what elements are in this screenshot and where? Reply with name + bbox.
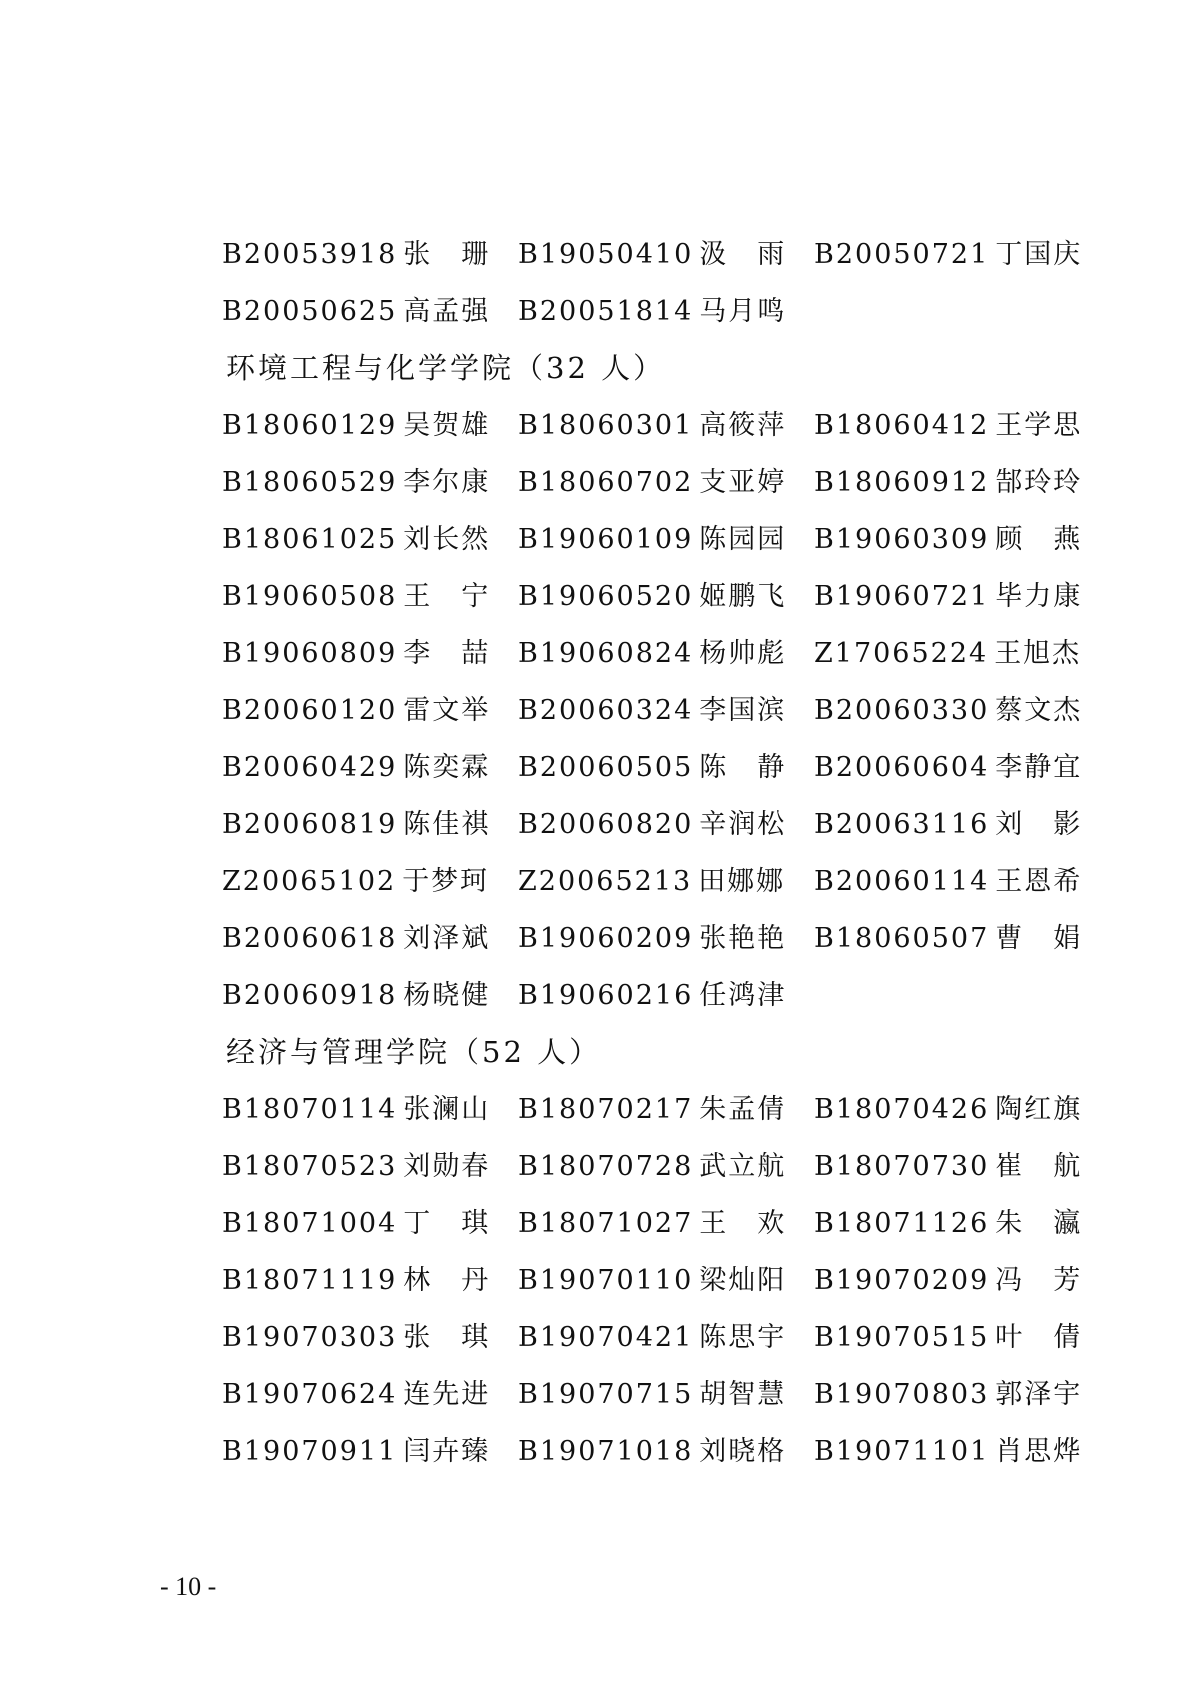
student-id: B19070624 (222, 1379, 398, 1410)
student-id: B19060508 (222, 581, 398, 612)
student-name: 王恩希 (995, 866, 1083, 897)
student-entry (518, 916, 786, 955)
student-entry (222, 517, 490, 556)
list-row (222, 1419, 1102, 1476)
student-entry (814, 802, 1082, 841)
student-name: 梁灿阳 (699, 1265, 787, 1296)
section-heading (222, 1020, 1102, 1077)
student-name: 雷文举 (403, 695, 491, 726)
list-row (222, 1134, 1102, 1191)
student-name: 武立航 (699, 1151, 787, 1182)
student-id: B19060309 (814, 524, 990, 555)
student-entry (222, 1144, 490, 1183)
student-entry (518, 1429, 786, 1468)
student-id: B20060120 (222, 695, 398, 726)
student-id: Z17065224 (814, 638, 989, 669)
student-entry (222, 403, 490, 442)
student-entry (222, 574, 490, 613)
student-entry (222, 232, 490, 271)
page-number: - 10 - (160, 1572, 217, 1601)
student-name: 任鸿津 (699, 980, 787, 1011)
student-id: B20060918 (222, 980, 398, 1011)
student-name: 刘勋春 (403, 1151, 491, 1182)
student-name: 高筱萍 (699, 410, 787, 441)
student-name: 汲 雨 (699, 239, 787, 270)
student-id: B18070728 (518, 1151, 694, 1182)
student-name: 吴贺雄 (403, 410, 491, 441)
list-row (222, 279, 1102, 336)
student-id: B19060824 (518, 638, 694, 669)
student-id: B18070114 (222, 1094, 398, 1125)
student-entry (814, 1144, 1082, 1183)
student-id: B18060529 (222, 467, 398, 498)
student-id: B18060507 (814, 923, 990, 954)
list-row (222, 1191, 1102, 1248)
student-entry (814, 688, 1082, 727)
student-name: 于梦珂 (402, 866, 490, 897)
student-id: B19070515 (814, 1322, 990, 1353)
list-row (222, 1077, 1102, 1134)
list-row (222, 564, 1102, 621)
student-entry (814, 1201, 1082, 1240)
student-entry (814, 859, 1082, 898)
list-row (222, 1248, 1102, 1305)
student-entry (518, 1087, 786, 1126)
student-name: 陈佳祺 (403, 809, 491, 840)
student-id: B18070730 (814, 1151, 990, 1182)
student-id: Z20065213 (518, 866, 693, 897)
list-row (222, 849, 1102, 906)
student-name: 崔 航 (995, 1151, 1083, 1182)
student-name: 陈思宇 (699, 1322, 787, 1353)
student-name: 刘长然 (403, 524, 491, 555)
student-entry (222, 460, 490, 499)
list-row (222, 222, 1102, 279)
student-name: 胡智慧 (699, 1379, 787, 1410)
student-id: B20060505 (518, 752, 694, 783)
student-entry (518, 460, 786, 499)
section-heading (222, 336, 1102, 393)
student-name: 王 欢 (699, 1208, 787, 1239)
student-name: 王 宁 (403, 581, 491, 612)
student-id: B18070523 (222, 1151, 398, 1182)
student-id: B20060618 (222, 923, 398, 954)
student-entry (222, 802, 490, 841)
student-entry (518, 1372, 786, 1411)
student-name: 陈 静 (699, 752, 787, 783)
student-entry (814, 517, 1082, 556)
student-entry (518, 1315, 786, 1354)
student-name: 王学思 (995, 410, 1083, 441)
section-heading-text: 经济与管理学院（52 人） (226, 1035, 602, 1069)
student-entry (222, 859, 489, 898)
list-row (222, 678, 1102, 735)
student-name: 支亚婷 (699, 467, 787, 498)
student-entry (814, 403, 1082, 442)
student-entry (222, 688, 490, 727)
student-id: B19070110 (518, 1265, 694, 1296)
list-row (222, 507, 1102, 564)
student-name: 李尔康 (403, 467, 491, 498)
student-entry (222, 1258, 490, 1297)
student-name: 林 丹 (403, 1265, 491, 1296)
student-name: 田娜娜 (698, 866, 786, 897)
student-name: 张 琪 (403, 1322, 491, 1353)
student-id: B19060721 (814, 581, 990, 612)
student-name: 张 珊 (403, 239, 491, 270)
student-id: B18060301 (518, 410, 694, 441)
student-id: B19071101 (814, 1436, 990, 1467)
student-entry (814, 631, 1081, 670)
student-name: 刘晓格 (699, 1436, 787, 1467)
student-entry (518, 973, 786, 1012)
student-id: B19050410 (518, 239, 694, 270)
student-id: B19070911 (222, 1436, 398, 1467)
student-entry (518, 859, 785, 898)
student-id: B18070217 (518, 1094, 694, 1125)
student-name: 杨晓健 (403, 980, 491, 1011)
student-name: 王旭杰 (994, 638, 1082, 669)
student-id: B19070803 (814, 1379, 990, 1410)
student-entry (814, 1429, 1082, 1468)
student-name: 冯 芳 (995, 1265, 1083, 1296)
student-name: 姬鹏飞 (699, 581, 787, 612)
student-entry (222, 916, 490, 955)
list-row (222, 1362, 1102, 1419)
student-id: B20060820 (518, 809, 694, 840)
student-entry (222, 745, 490, 784)
student-name: 肖思烨 (995, 1436, 1083, 1467)
student-name: 毕力康 (995, 581, 1083, 612)
student-id: B18060912 (814, 467, 990, 498)
student-entry (518, 1201, 786, 1240)
student-id: B19060209 (518, 923, 694, 954)
student-name: 刘 影 (995, 809, 1083, 840)
student-id: B18070426 (814, 1094, 990, 1125)
student-id: B20060324 (518, 695, 694, 726)
student-entry (814, 460, 1082, 499)
student-id: B19060216 (518, 980, 694, 1011)
student-id: B20053918 (222, 239, 398, 270)
list-row (222, 963, 1102, 1020)
student-id: B20060429 (222, 752, 398, 783)
student-name: 朱 瀛 (995, 1208, 1083, 1239)
student-name: 丁国庆 (995, 239, 1083, 270)
list-row (222, 792, 1102, 849)
student-entry (518, 232, 786, 271)
student-entry (518, 574, 786, 613)
student-entry (222, 1201, 490, 1240)
list-row (222, 1305, 1102, 1362)
student-entry (814, 916, 1082, 955)
student-name: 张澜山 (403, 1094, 491, 1125)
student-name: 连先进 (403, 1379, 491, 1410)
student-id: B19070421 (518, 1322, 694, 1353)
student-name: 陈奕霖 (403, 752, 491, 783)
student-id: B19070303 (222, 1322, 398, 1353)
student-entry (814, 574, 1082, 613)
student-name: 张艳艳 (699, 923, 787, 954)
student-entry (222, 1315, 490, 1354)
student-entry (518, 745, 786, 784)
student-list (222, 222, 1102, 1476)
student-entry (518, 1258, 786, 1297)
student-id: B19060520 (518, 581, 694, 612)
student-id: B18061025 (222, 524, 398, 555)
student-id: B19060109 (518, 524, 694, 555)
list-row (222, 450, 1102, 507)
student-id: B20060330 (814, 695, 990, 726)
student-id: B18060702 (518, 467, 694, 498)
student-id: B20051814 (518, 296, 694, 327)
student-name: 高孟强 (403, 296, 491, 327)
student-entry (518, 517, 786, 556)
student-id: B19070209 (814, 1265, 990, 1296)
student-name: 陈园园 (699, 524, 787, 555)
student-name: 丁 琪 (403, 1208, 491, 1239)
student-id: B18060412 (814, 410, 990, 441)
student-name: 朱孟倩 (699, 1094, 787, 1125)
student-entry (222, 1429, 490, 1468)
student-entry (814, 232, 1082, 271)
student-name: 曹 娟 (995, 923, 1083, 954)
student-id: B18071119 (222, 1265, 398, 1296)
student-entry (518, 403, 786, 442)
student-name: 李国滨 (699, 695, 787, 726)
student-entry (518, 631, 786, 670)
student-entry (814, 1372, 1082, 1411)
student-entry (222, 973, 490, 1012)
student-name: 李 喆 (403, 638, 491, 669)
student-name: 杨帅彪 (699, 638, 787, 669)
list-row (222, 906, 1102, 963)
student-id: B18060129 (222, 410, 398, 441)
student-entry (814, 1258, 1082, 1297)
student-name: 郭泽宇 (995, 1379, 1083, 1410)
list-row (222, 735, 1102, 792)
student-name: 叶 倩 (995, 1322, 1083, 1353)
student-id: B20060604 (814, 752, 990, 783)
list-row (222, 621, 1102, 678)
student-name: 刘泽斌 (403, 923, 491, 954)
student-entry (518, 289, 786, 328)
student-id: B20050625 (222, 296, 398, 327)
student-entry (222, 631, 490, 670)
section-heading-text: 环境工程与化学学院（32 人） (226, 351, 666, 385)
student-entry (222, 1087, 490, 1126)
student-name: 蔡文杰 (995, 695, 1083, 726)
student-entry (814, 1315, 1082, 1354)
student-id: B20060819 (222, 809, 398, 840)
list-row (222, 393, 1102, 450)
student-id: B19060809 (222, 638, 398, 669)
student-entry (222, 289, 490, 328)
student-name: 顾 燕 (995, 524, 1083, 555)
student-id: Z20065102 (222, 866, 397, 897)
student-name: 陶红旗 (995, 1094, 1083, 1125)
student-entry (518, 802, 786, 841)
student-entry (814, 745, 1082, 784)
student-name: 闫卉臻 (403, 1436, 491, 1467)
student-id: B18071004 (222, 1208, 398, 1239)
student-id: B19070715 (518, 1379, 694, 1410)
student-id: B20060114 (814, 866, 990, 897)
student-id: B18071126 (814, 1208, 990, 1239)
student-id: B18071027 (518, 1208, 694, 1239)
student-id: B19071018 (518, 1436, 694, 1467)
student-entry (518, 1144, 786, 1183)
student-entry (814, 1087, 1082, 1126)
student-id: B20063116 (814, 809, 990, 840)
student-name: 郜玲玲 (995, 467, 1083, 498)
student-entry (518, 688, 786, 727)
student-name: 马月鸣 (699, 296, 787, 327)
student-name: 李静宜 (995, 752, 1083, 783)
student-name: 辛润松 (699, 809, 787, 840)
student-entry (222, 1372, 490, 1411)
student-id: B20050721 (814, 239, 990, 270)
